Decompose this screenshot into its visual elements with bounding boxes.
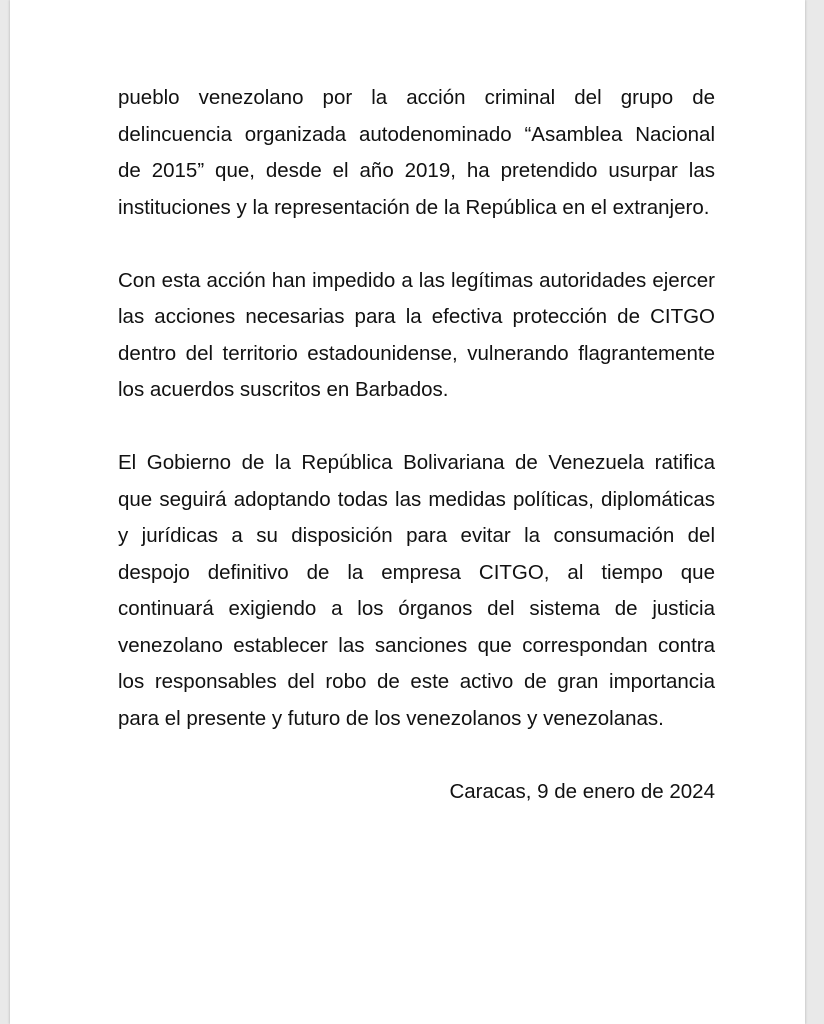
document-page [10, 0, 805, 1024]
document-body [118, 80, 715, 810]
paragraph-1: pueblo venezolano por la acción criminal del grupo de delincuencia organizada autodenominado “Asamblea Nacional de 2015” que, desde el año 2019, ha pretendido usurpar las instituciones y la representación de la República en el extranjero. [118, 86, 715, 219]
paragraph-3: El Gobierno de la República Bolivariana de Venezuela ratifica que seguirá adoptando todas las medidas políticas, diplomáticas y jurídicas a su disposición para evitar la consumación del despojo definitivo de la empresa CITGO, al tiempo que continuará exigiendo a los órganos del sistema de justicia venezolano establecer las sanciones que correspondan contra los responsables del robo de este activo de gran importancia para el presente y futuro de los venezolanos y venezolanas. [118, 451, 715, 730]
paragraph-spacer [118, 737, 715, 774]
paragraph-2: Con esta acción han impedido a las legítimas autoridades ejercer las acciones necesarias para la efectiva protección de CITGO dentro del territorio estadounidense, vulnerando flagrantemente los acuerdos suscritos en Barbados. [118, 268, 715, 401]
paragraph-spacer [118, 409, 715, 446]
paragraph-spacer [118, 226, 715, 263]
place-date-line: Caracas, 9 de enero de 2024 [449, 779, 715, 803]
